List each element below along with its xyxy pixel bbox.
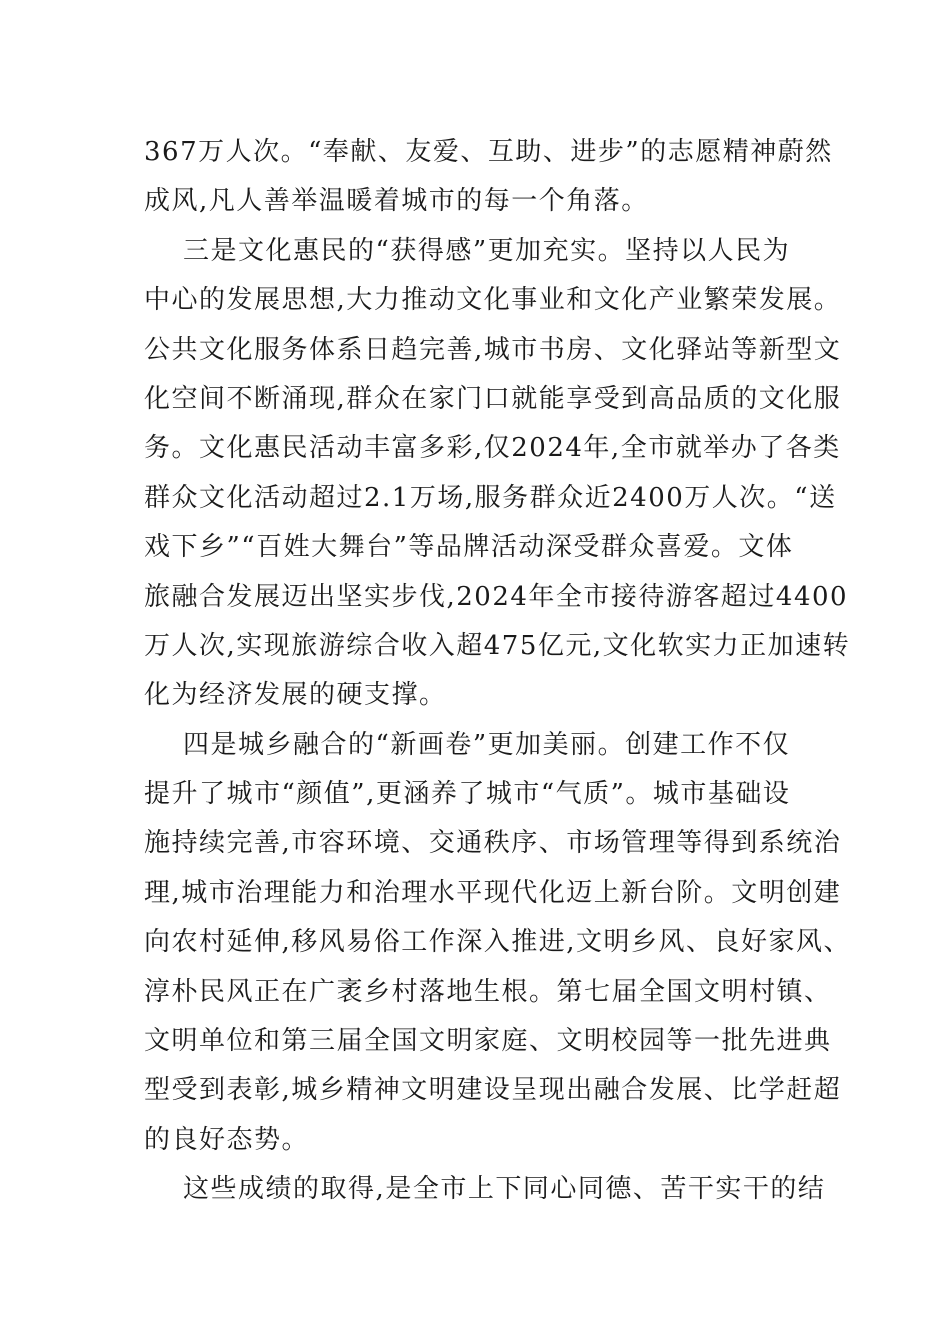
text-line: 成风,凡人善举温暖着城市的每一个角落。: [144, 186, 649, 217]
text-line: 化为经济发展的硬支撑。: [144, 680, 447, 711]
text-line: 理,城市治理能力和治理水平现代化迈上新台阶。文明创建: [144, 877, 842, 908]
text-line: 公共文化服务体系日趋完善,城市书房、文化驿站等新型文: [144, 334, 842, 365]
text-line: 群众文化活动超过2.1万场,服务群众近2400万人次。“送: [144, 482, 837, 513]
text-line: 文明单位和第三届全国文明家庭、文明校园等一批先进典: [144, 1026, 832, 1057]
text-line: 的良好态势。: [144, 1124, 310, 1155]
text-line: 中心的发展思想,大力推动文化事业和文化产业繁荣发展。: [144, 285, 842, 316]
text-line: 这些成绩的取得,是全市上下同心同德、苦干实干的结: [144, 1174, 826, 1205]
text-line: 万人次,实现旅游综合收入超475亿元,文化软实力正加速转: [144, 630, 851, 661]
text-line: 化空间不断涌现,群众在家门口就能享受到高品质的文化服: [144, 383, 842, 414]
text-line: 367万人次。“奉献、友爱、互助、进步”的志愿精神蔚然: [144, 137, 833, 167]
text-line: 提升了城市“颜值”,更涵养了城市“气质”。城市基础设: [144, 779, 791, 810]
text-line: 施持续完善,市容环境、交通秩序、市场管理等得到系统治: [144, 828, 842, 859]
body-text: [144, 128, 852, 1215]
text-line: 型受到表彰,城乡精神文明建设呈现出融合发展、比学赶超: [144, 1075, 842, 1106]
text-line: 旅融合发展迈出坚实步伐,2024年全市接待游客超过4400: [144, 581, 849, 612]
text-line: 三是文化惠民的“获得感”更加充实。坚持以人民为: [144, 235, 791, 266]
text-line: 向农村延伸,移风易俗工作深入推进,文明乡风、良好家风、: [144, 927, 852, 958]
text-line: 务。文化惠民活动丰富多彩,仅2024年,全市就举办了各类: [144, 433, 841, 464]
text-line: 戏下乡”“百姓大舞台”等品牌活动深受群众喜爱。文体: [144, 532, 794, 563]
text-line: 四是城乡融合的“新画卷”更加美丽。创建工作不仅: [144, 729, 791, 760]
text-line: 淳朴民风正在广袤乡村落地生根。第七届全国文明村镇、: [144, 976, 832, 1007]
